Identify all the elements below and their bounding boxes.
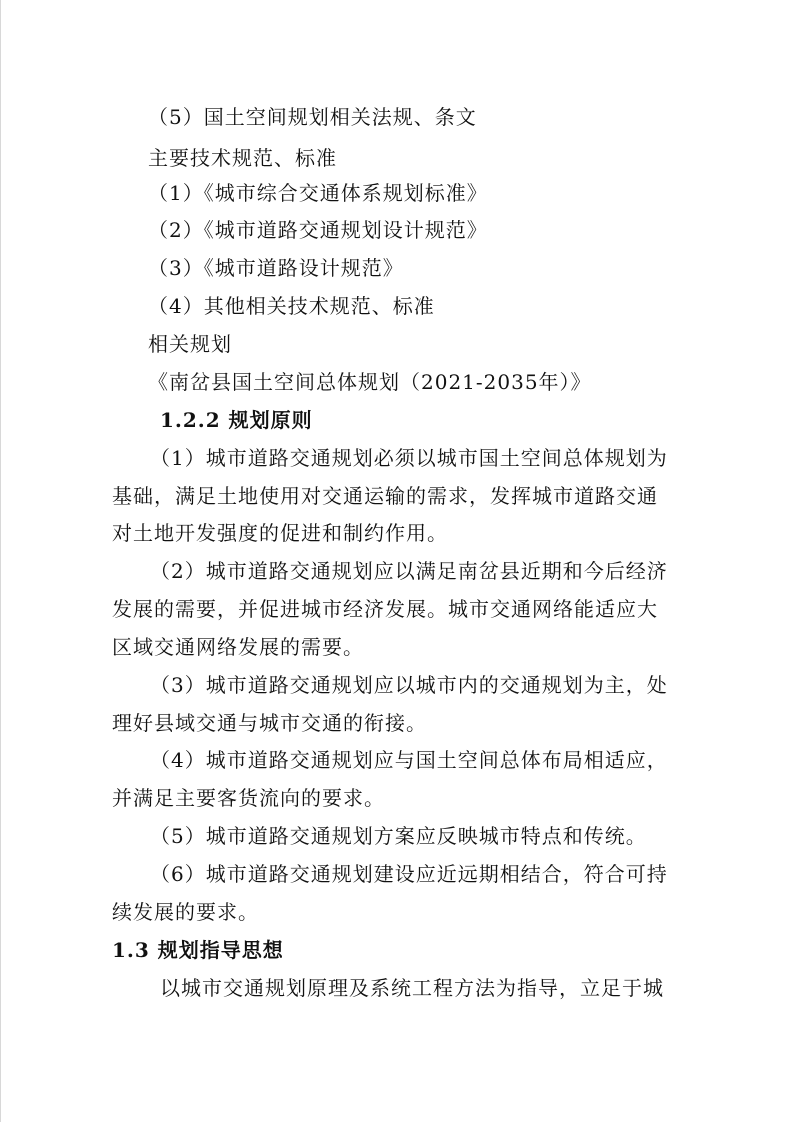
page-left-edge: [0, 0, 1, 1122]
principle-1-line-2: 基础，满足土地使用对交通运输的需求，发挥城市道路交通: [112, 484, 658, 508]
principle-5-line-1: （5）城市道路交通规划方案应反映城市特点和传统。: [150, 824, 647, 848]
text-line-2: 主要技术规范、标准: [148, 146, 337, 170]
principle-2-line-2: 发展的需要，并促进城市经济发展。城市交通网络能适应大: [112, 597, 658, 621]
text-line-7: 相关规划: [148, 332, 232, 356]
principle-6-line-2: 续发展的要求。: [112, 900, 259, 924]
principle-2-line-3: 区域交通网络发展的需要。: [112, 635, 364, 659]
principle-1-line-1: （1）城市道路交通规划必须以城市国土空间总体规划为: [150, 446, 668, 470]
text-line-1: （5）国土空间规划相关法规、条文: [148, 105, 477, 129]
principle-2-line-1: （2）城市道路交通规划应以满足南岔县近期和今后经济: [150, 559, 668, 583]
text-line-6: （4）其他相关技术规范、标准: [148, 294, 435, 318]
principle-3-line-1: （3）城市道路交通规划应以城市内的交通规划为主，处: [150, 673, 668, 697]
principle-4-line-1: （4）城市道路交通规划应与国土空间总体布局相适应，: [150, 748, 668, 772]
section-heading-1-3: 1.3 规划指导思想: [112, 938, 284, 962]
section-heading-1-2-2: 1.2.2 规划原则: [160, 408, 313, 432]
guiding-thought-line-1: 以城市交通规划原理及系统工程方法为指导，立足于城: [160, 976, 664, 1000]
text-line-3: （1）《城市综合交通体系规划标准》: [148, 181, 488, 205]
text-line-5: （3）《城市道路设计规范》: [148, 256, 404, 280]
text-line-8: 《南岔县国土空间总体规划（2021-2035年）》: [148, 370, 592, 394]
text-line-4: （2）《城市道路交通规划设计规范》: [148, 218, 488, 242]
principle-6-line-1: （6）城市道路交通规划建设应近远期相结合，符合可持: [150, 862, 668, 886]
principle-1-line-3: 对土地开发强度的促进和制约作用。: [112, 521, 448, 545]
principle-3-line-2: 理好县域交通与城市交通的衔接。: [112, 711, 427, 735]
principle-4-line-2: 并满足主要客货流向的要求。: [112, 786, 385, 810]
